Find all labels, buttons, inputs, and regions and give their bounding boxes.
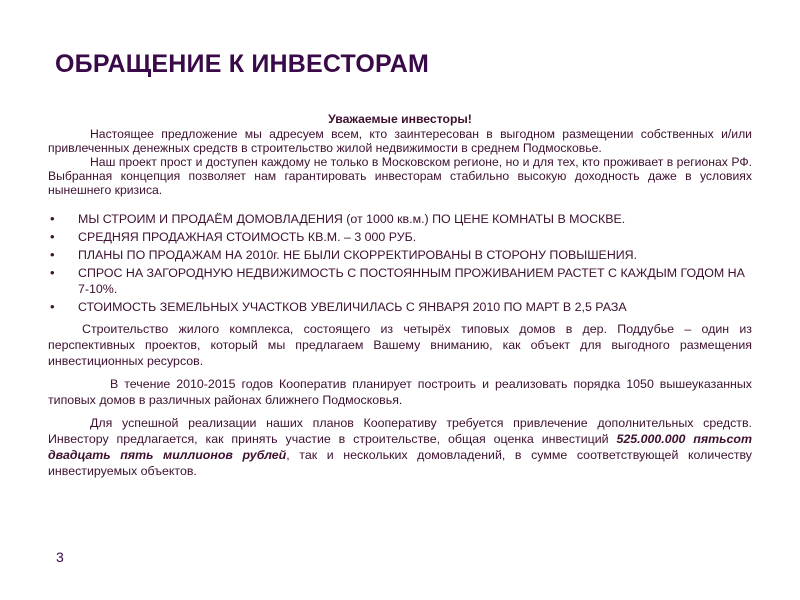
bullet-icon: • — [50, 299, 55, 314]
investment-amount: 525.000.000 пятьсот двадцать пять миллионов рублей — [48, 432, 752, 462]
slide-content — [48, 112, 752, 486]
bullet-text: СПРОС НА ЗАГОРОДНУЮ НЕДВИЖИМОСТЬ С ПОСТОЯННЫМ ПРОЖИВАНИЕМ РАСТЕТ С КАЖДЫМ ГОДОМ НА 7-10%. — [78, 266, 745, 296]
bullet-icon: • — [50, 229, 55, 244]
bullet-text: МЫ СТРОИМ И ПРОДАЁМ ДОМОВЛАДЕНИЯ (от 1000 кв.м.) ПО ЦЕНЕ КОМНАТЫ В МОСКВЕ. — [78, 212, 626, 226]
bullet-text: СРЕДНЯЯ ПРОДАЖНАЯ СТОИМОСТЬ КВ.М. – 3 000 РУБ. — [78, 230, 417, 244]
body-paragraph-3 — [48, 415, 752, 479]
intro-paragraph-1: Настоящее предложение мы адресуем всем, кто заинтересован в выгодном размещении собственных и/или привлеченных денежных средств в строительство жилой недвижимости в среднем Подмосковье. — [48, 127, 752, 155]
bullet-item — [48, 247, 752, 263]
bullet-icon: • — [50, 265, 55, 280]
bullet-icon: • — [50, 211, 55, 226]
bullet-item — [48, 211, 752, 227]
slide-title: ОБРАЩЕНИЕ К ИНВЕСТОРАМ — [55, 50, 429, 78]
greeting: Уважаемые инвесторы! — [328, 112, 472, 126]
bullet-item — [48, 229, 752, 245]
page-number: 3 — [56, 549, 64, 565]
bullet-item — [48, 299, 752, 315]
body-paragraph-1: Строительство жилого комплекса, состоящего из четырёх типовых домов в дер. Поддубье – один из перспективных проектов, который мы предлагаем Вашему вниманию, как объект для выгодного размещения инвестиционных ресурсов. — [48, 322, 752, 368]
bullet-icon: • — [50, 247, 55, 262]
intro-paragraph-2: Наш проект прост и доступен каждому не только в Московском регионе, но и для тех, кто проживает в регионах РФ. Выбранная концепция позволяет нам гарантировать инвесторам стабильно высокую доходность даже в условиях нынешнего кризиса. — [48, 155, 752, 197]
body-paragraph-2: В течение 2010-2015 годов Кооператив планирует построить и реализовать порядка 1050 вышеуказанных типовых домов в различных районах ближнего Подмосковья. — [48, 377, 752, 407]
body-paragraph-3-text: Для успешной реализации наших планов Кооперативу требуется привлечение дополнительных средств. Инвестору предлагается, как принять участие в строительстве, общая оценка инвестиций — [48, 416, 752, 446]
bullet-text: СТОИМОСТЬ ЗЕМЕЛЬНЫХ УЧАСТКОВ УВЕЛИЧИЛАСЬ С ЯНВАРЯ 2010 ПО МАРТ В 2,5 РАЗА — [78, 300, 627, 314]
body-paragraph-3-end: , так и нескольких домовладений, в сумме соответствующей количеству инвестируемых объектов. — [48, 448, 752, 478]
bullet-text: ПЛАНЫ ПО ПРОДАЖАМ НА 2010г. НЕ БЫЛИ СКОРРЕКТИРОВАНЫ В СТОРОНУ ПОВЫШЕНИЯ. — [78, 248, 638, 262]
bullet-item — [48, 265, 752, 297]
bullet-list — [48, 211, 752, 315]
